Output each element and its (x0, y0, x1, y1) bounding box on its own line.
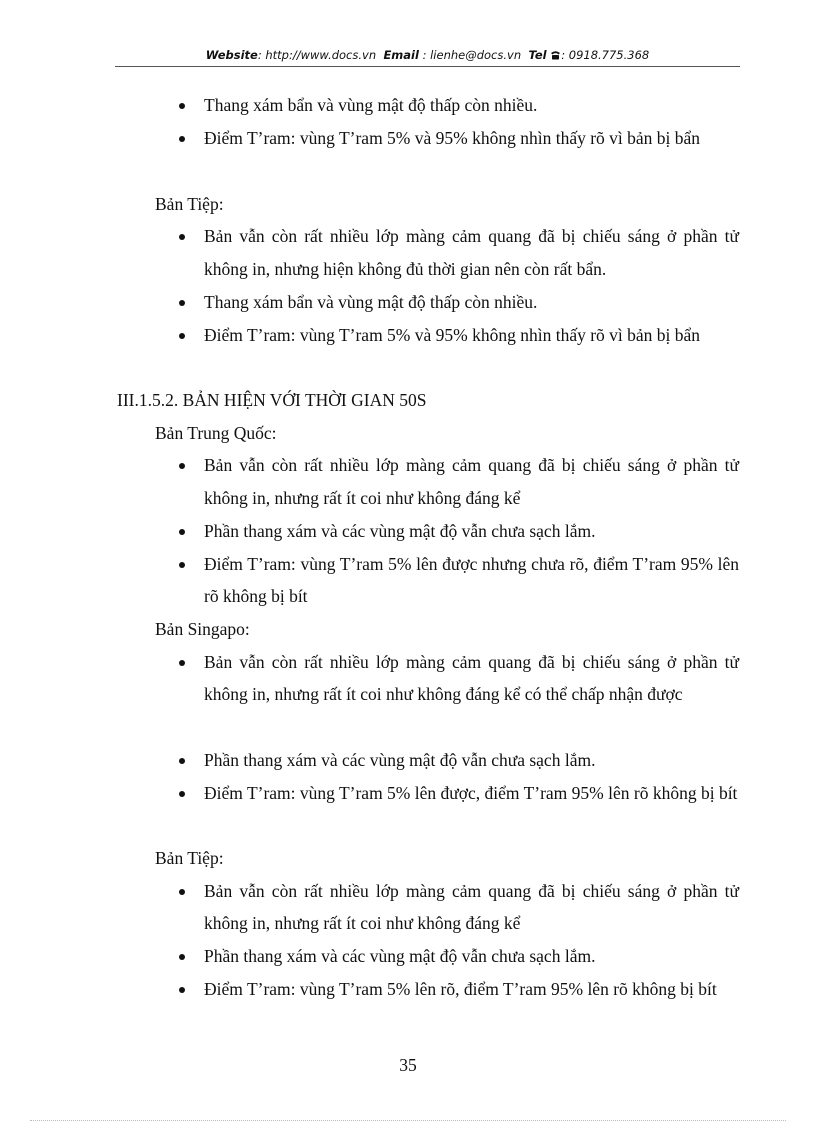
page-header (115, 48, 740, 66)
website-label: Website (205, 48, 258, 62)
bullet-item: Phần thang xám và các vùng mật độ vẫn chưa sạch lắm. (204, 749, 596, 770)
header-rule (115, 66, 740, 67)
page-number: 35 (399, 1055, 417, 1075)
bullet-item: Thang xám bẩn và vùng mật độ thấp còn nhiều. (204, 291, 538, 312)
bullet-item: Thang xám bẩn và vùng mật độ thấp còn nhiều. (204, 95, 538, 115)
bullet-item: Phần thang xám và các vùng mật độ vẫn chưa sạch lắm. (204, 946, 596, 966)
bullet-item: Điểm T’ram: vùng T’ram 5% và 95% không nhìn thấy rõ vì bản bị bẩn (204, 128, 701, 148)
bullet-icon (179, 791, 185, 797)
bullet-icon (179, 136, 185, 142)
bullet-item: Bản vẫn còn rất nhiều lớp màng cảm quang đã bị chiếu sáng ở phần tử không in, nhưng rất ít coi như không đáng kể (204, 880, 739, 933)
bullet-icon (179, 529, 185, 535)
bullet-icon (179, 562, 185, 568)
tel-value: : 0918.775.368 (561, 48, 650, 62)
bullet-item: Điểm T’ram: vùng T’ram 5% và 95% không nhìn thấy rõ vì bản bị bẩn (204, 324, 701, 345)
bullet-icon (179, 463, 185, 469)
bullet-icon (179, 954, 185, 960)
bullet-item: Điểm T’ram: vùng T’ram 5% lên được, điểm T’ram 95% lên rõ không bị bít (204, 782, 738, 803)
email-label: Email (383, 48, 419, 62)
phone-icon (550, 50, 561, 60)
footer-rule (30, 1120, 786, 1121)
bullet-item: Bản vẫn còn rất nhiều lớp màng cảm quang đã bị chiếu sáng ở phần tử không in, nhưng rất ít coi như không đáng kể có thể chấp nhận được (204, 651, 739, 704)
bullet-icon (179, 889, 185, 895)
sub-heading: Bản Singapo: (155, 619, 250, 639)
bullet-icon (179, 300, 185, 306)
bullet-item: Bản vẫn còn rất nhiều lớp màng cảm quang đã bị chiếu sáng ở phần tử không in, nhưng rất ít coi như không đáng kể (204, 455, 739, 508)
bullet-icon (179, 987, 185, 993)
bullet-icon (179, 660, 185, 666)
email-value: : lienhe@docs.vn (422, 48, 522, 62)
sub-heading: Bản Trung Quốc: (155, 422, 277, 443)
bullet-item: Điểm T’ram: vùng T’ram 5% lên được nhưng chưa rõ, điểm T’ram 95% lên rõ không bị bít (204, 553, 739, 606)
sub-heading: Bản Tiệp: (155, 848, 224, 868)
bullet-icon (179, 234, 185, 240)
bullet-icon (179, 333, 185, 339)
bullet-item: Bản vẫn còn rất nhiều lớp màng cảm quang đã bị chiếu sáng ở phần tử không in, nhưng hiện không đủ thời gian nên còn rất bẩn. (204, 226, 739, 279)
tel-label: Tel (528, 48, 547, 62)
sub-heading: Bản Tiệp: (155, 193, 224, 214)
section-heading: III.1.5.2. BẢN HIỆN VỚI THỜI GIAN 50S (117, 390, 427, 410)
bullet-icon (179, 103, 185, 109)
bullet-icon (179, 758, 185, 764)
bullet-item: Điểm T’ram: vùng T’ram 5% lên rõ, điểm T’ram 95% lên rõ không bị bít (204, 979, 717, 999)
website-value: : http://www.docs.vn (257, 48, 377, 62)
bullet-item: Phần thang xám và các vùng mật độ vẫn chưa sạch lắm. (204, 520, 596, 541)
